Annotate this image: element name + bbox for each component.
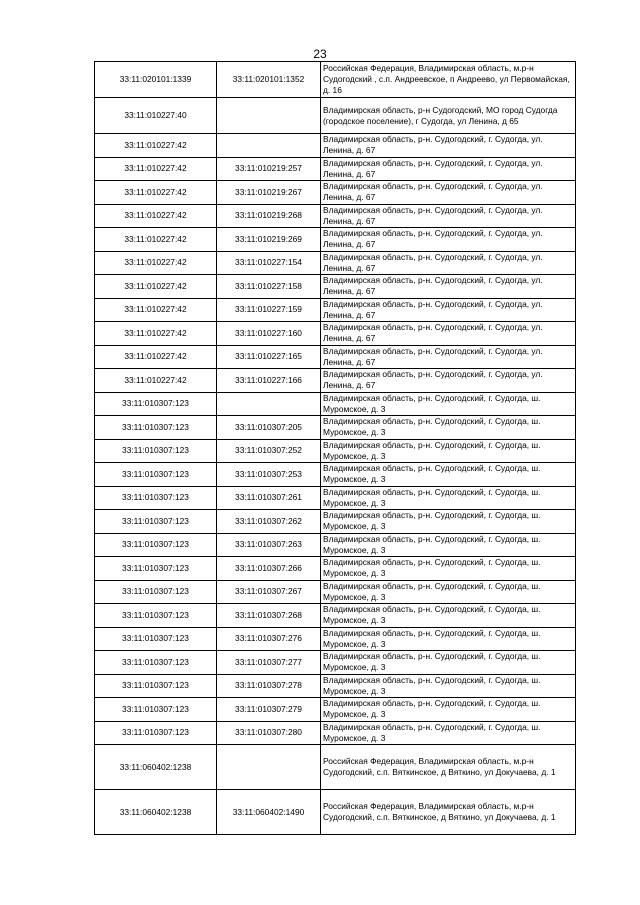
parent-cadastral-number-cell: 33:11:010307:123 [95, 627, 217, 651]
cadastral-number-cell: 33:11:010227:166 [217, 369, 321, 393]
parent-cadastral-number-cell: 33:11:010307:123 [95, 557, 217, 581]
cadastral-number-cell: 33:11:010307:261 [217, 486, 321, 510]
table-row [95, 557, 576, 581]
cadastral-number-cell: 33:11:010307:279 [217, 698, 321, 722]
parent-cadastral-number-cell: 33:11:010307:123 [95, 416, 217, 440]
cadastral-number-cell [217, 134, 321, 158]
parent-cadastral-number-cell: 33:11:010227:42 [95, 369, 217, 393]
table-row [95, 228, 576, 252]
cadastral-number-cell: 33:11:010307:253 [217, 463, 321, 487]
parent-cadastral-number-cell: 33:11:010227:42 [95, 204, 217, 228]
parent-cadastral-number-cell: 33:11:010227:42 [95, 251, 217, 275]
table-row [95, 345, 576, 369]
cadastral-number-cell: 33:11:010227:159 [217, 298, 321, 322]
parent-cadastral-number-cell: 33:11:010307:123 [95, 486, 217, 510]
cadastral-number-cell: 33:11:010307:268 [217, 604, 321, 628]
cadastral-number-cell: 33:11:010219:267 [217, 181, 321, 205]
parent-cadastral-number-cell: 33:11:010307:123 [95, 510, 217, 534]
address-cell: Владимирская область, р-н. Судогодский, г. Судогда, ул. Ленина, д. 67 [321, 134, 576, 158]
cadastral-number-cell: 33:11:010227:154 [217, 251, 321, 275]
address-cell: Владимирская область, р-н. Судогодский, г. Судогда, ул. Ленина, д. 67 [321, 298, 576, 322]
table-row [95, 745, 576, 790]
cadastral-number-cell: 33:11:010219:268 [217, 204, 321, 228]
address-cell: Владимирская область, р-н. Судогодский, г. Судогда, ул. Ленина, д. 67 [321, 157, 576, 181]
address-cell: Владимирская область, р-н. Судогодский, г. Судогда, ул. Ленина, д. 67 [321, 251, 576, 275]
address-cell: Владимирская область, р-н. Судогодский, г. Судогда, ш. Муромское, д. 3 [321, 463, 576, 487]
cadastral-number-cell: 33:11:010307:280 [217, 721, 321, 745]
parent-cadastral-number-cell: 33:11:020101:1339 [95, 62, 217, 98]
cadastral-number-cell: 33:11:010227:165 [217, 345, 321, 369]
address-cell: Владимирская область, р-н Судогодский, МО город Судогда (городское поселение), г Судогда, ул Ленина, д 65 [321, 98, 576, 134]
table-row [95, 369, 576, 393]
cadastral-number-cell: 33:11:010219:269 [217, 228, 321, 252]
table-row [95, 181, 576, 205]
parent-cadastral-number-cell: 33:11:010307:123 [95, 580, 217, 604]
cadastral-number-cell: 33:11:010307:277 [217, 651, 321, 675]
address-cell: Владимирская область, р-н. Судогодский, г. Судогда, ш. Муромское, д. 3 [321, 533, 576, 557]
cadastral-number-cell: 33:11:010307:276 [217, 627, 321, 651]
cadastral-number-cell [217, 745, 321, 790]
address-cell: Владимирская область, р-н. Судогодский, г. Судогда, ш. Муромское, д. 3 [321, 698, 576, 722]
parent-cadastral-number-cell: 33:11:010307:123 [95, 721, 217, 745]
cadastral-number-cell [217, 392, 321, 416]
parent-cadastral-number-cell: 33:11:060402:1238 [95, 745, 217, 790]
parent-cadastral-number-cell: 33:11:010307:123 [95, 651, 217, 675]
parent-cadastral-number-cell: 33:11:010227:42 [95, 345, 217, 369]
address-cell: Владимирская область, р-н. Судогодский, г. Судогда, ул. Ленина, д. 67 [321, 275, 576, 299]
address-cell: Владимирская область, р-н. Судогодский, г. Судогда, ш. Муромское, д. 3 [321, 651, 576, 675]
cadastral-number-cell: 33:11:010307:266 [217, 557, 321, 581]
address-cell: Владимирская область, р-н. Судогодский, г. Судогда, ш. Муромское, д. 3 [321, 580, 576, 604]
table-row [95, 439, 576, 463]
cadastral-number-cell: 33:11:020101:1352 [217, 62, 321, 98]
page-number: 23 [313, 47, 327, 61]
cadastral-number-cell: 33:11:010307:278 [217, 674, 321, 698]
cadastral-number-cell: 33:11:010307:267 [217, 580, 321, 604]
address-cell: Владимирская область, р-н. Судогодский, г. Судогда, ул. Ленина, д. 67 [321, 181, 576, 205]
cadastral-number-cell: 33:11:060402:1490 [217, 790, 321, 835]
address-cell: Российская Федерация, Владимирская область, м.р-н Судогодский, с.п. Вяткинское, д Вяткино, ул Докучаева, д. 1 [321, 745, 576, 790]
parent-cadastral-number-cell: 33:11:010307:123 [95, 533, 217, 557]
address-cell: Владимирская область, р-н. Судогодский, г. Судогда, ул. Ленина, д. 67 [321, 369, 576, 393]
table-row [95, 580, 576, 604]
table-row [95, 392, 576, 416]
table-row [95, 510, 576, 534]
parent-cadastral-number-cell: 33:11:010227:42 [95, 228, 217, 252]
table-row [95, 651, 576, 675]
table-row [95, 62, 576, 98]
cadastral-number-cell: 33:11:010227:160 [217, 322, 321, 346]
address-cell: Владимирская область, р-н. Судогодский, г. Судогда, ш. Муромское, д. 3 [321, 439, 576, 463]
address-cell: Российская Федерация, Владимирская область, м.р-н Судогодский , с.п. Андреевское, п Андреево, ул Первомайская, д. 16 [321, 62, 576, 98]
table-row [95, 157, 576, 181]
parent-cadastral-number-cell: 33:11:010307:123 [95, 439, 217, 463]
parent-cadastral-number-cell: 33:11:010227:42 [95, 157, 217, 181]
parent-cadastral-number-cell: 33:11:060402:1238 [95, 790, 217, 835]
table-row [95, 251, 576, 275]
table-row [95, 533, 576, 557]
table-body [95, 62, 576, 835]
address-cell: Владимирская область, р-н. Судогодский, г. Судогда, ш. Муромское, д. 3 [321, 721, 576, 745]
table-row [95, 674, 576, 698]
table-row [95, 486, 576, 510]
cadastral-table [94, 61, 576, 835]
table-row [95, 627, 576, 651]
parent-cadastral-number-cell: 33:11:010307:123 [95, 698, 217, 722]
cadastral-number-cell: 33:11:010227:158 [217, 275, 321, 299]
address-cell: Владимирская область, р-н. Судогодский, г. Судогда, ш. Муромское, д. 3 [321, 510, 576, 534]
cadastral-number-cell: 33:11:010307:252 [217, 439, 321, 463]
table-row [95, 275, 576, 299]
cadastral-number-cell: 33:11:010219:257 [217, 157, 321, 181]
address-cell: Владимирская область, р-н. Судогодский, г. Судогда, ш. Муромское, д. 3 [321, 674, 576, 698]
parent-cadastral-number-cell: 33:11:010227:42 [95, 134, 217, 158]
cadastral-number-cell: 33:11:010307:262 [217, 510, 321, 534]
table-row [95, 790, 576, 835]
address-cell: Владимирская область, р-н. Судогодский, г. Судогда, ш. Муромское, д. 3 [321, 486, 576, 510]
cadastral-number-cell: 33:11:010307:205 [217, 416, 321, 440]
address-cell: Владимирская область, р-н. Судогодский, г. Судогда, ул. Ленина, д. 67 [321, 204, 576, 228]
parent-cadastral-number-cell: 33:11:010227:42 [95, 181, 217, 205]
table-row [95, 322, 576, 346]
table-row [95, 134, 576, 158]
parent-cadastral-number-cell: 33:11:010307:123 [95, 674, 217, 698]
address-cell: Владимирская область, р-н. Судогодский, г. Судогда, ш. Муромское, д. 3 [321, 604, 576, 628]
parent-cadastral-number-cell: 33:11:010307:123 [95, 463, 217, 487]
cadastral-number-cell: 33:11:010307:263 [217, 533, 321, 557]
parent-cadastral-number-cell: 33:11:010227:42 [95, 275, 217, 299]
parent-cadastral-number-cell: 33:11:010307:123 [95, 392, 217, 416]
table-row [95, 698, 576, 722]
parent-cadastral-number-cell: 33:11:010227:42 [95, 322, 217, 346]
table-row [95, 204, 576, 228]
address-cell: Владимирская область, р-н. Судогодский, г. Судогда, ш. Муромское, д. 3 [321, 416, 576, 440]
table-row [95, 463, 576, 487]
table-row [95, 721, 576, 745]
address-cell: Владимирская область, р-н. Судогодский, г. Судогда, ул. Ленина, д. 67 [321, 345, 576, 369]
table-row [95, 98, 576, 134]
address-cell: Владимирская область, р-н. Судогодский, г. Судогда, ш. Муромское, д. 3 [321, 627, 576, 651]
table-row [95, 416, 576, 440]
parent-cadastral-number-cell: 33:11:010227:42 [95, 298, 217, 322]
table-row [95, 604, 576, 628]
table-row [95, 298, 576, 322]
address-cell: Российская Федерация, Владимирская область, м.р-н Судогодский, с.п. Вяткинское, д Вяткино, ул Докучаева, д. 1 [321, 790, 576, 835]
parent-cadastral-number-cell: 33:11:010307:123 [95, 604, 217, 628]
parent-cadastral-number-cell: 33:11:010227:40 [95, 98, 217, 134]
address-cell: Владимирская область, р-н. Судогодский, г. Судогда, ш. Муромское, д. 3 [321, 557, 576, 581]
address-cell: Владимирская область, р-н. Судогодский, г. Судогда, ул. Ленина, д. 67 [321, 322, 576, 346]
address-cell: Владимирская область, р-н. Судогодский, г. Судогда, ул. Ленина, д. 67 [321, 228, 576, 252]
address-cell: Владимирская область, р-н. Судогодский, г. Судогда, ш. Муромское, д. 3 [321, 392, 576, 416]
cadastral-number-cell [217, 98, 321, 134]
